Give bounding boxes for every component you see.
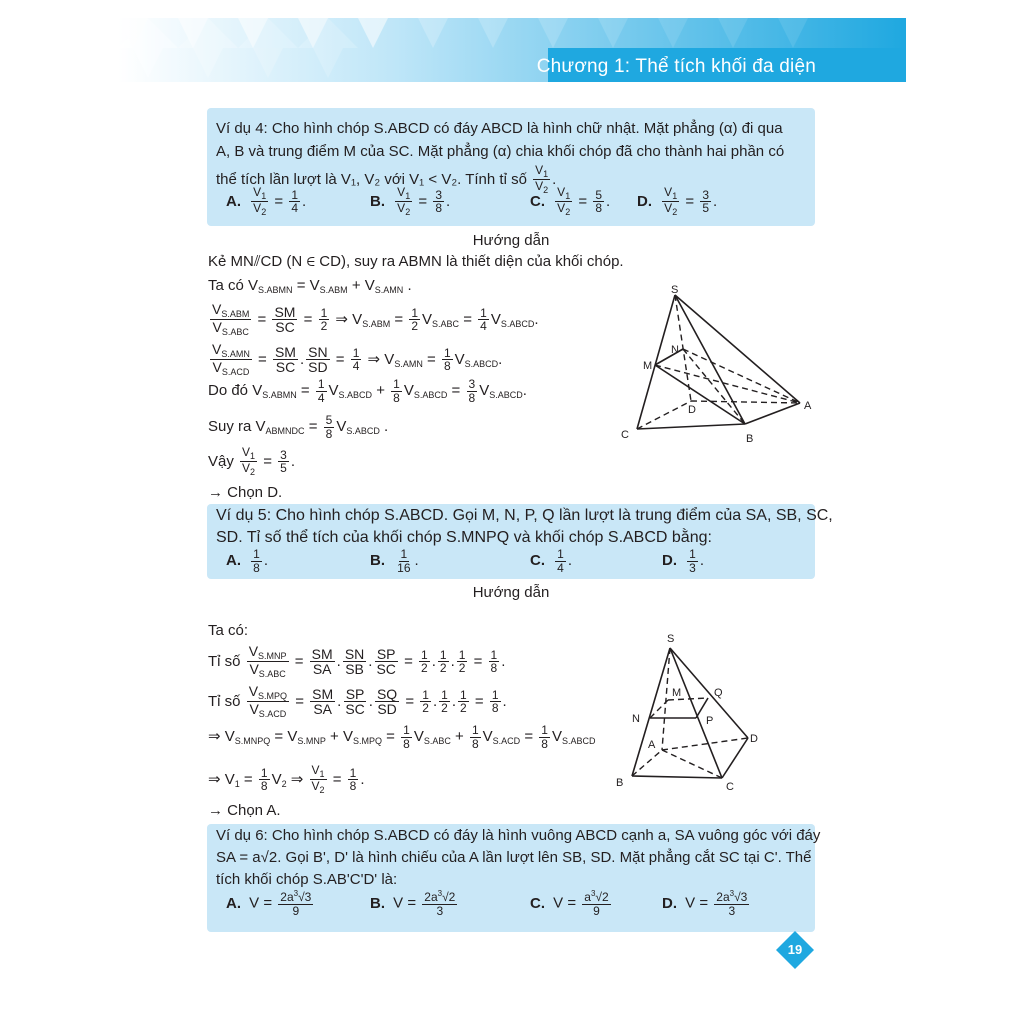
sol5-line-2: Tỉ số $\frac{V_{S.MPQ}}{V_{S.ACD}}$ = $\frac{SM}{SA}$ . $\frac{SP}{SC}$ . $\frac{SQ}{SD}$ = $\frac{1}{2}$ . $\frac{1}{2}$ . $\frac{1}{2}$ = $\frac{1}{8}$ . (208, 683, 507, 720)
label-n: N (671, 344, 679, 356)
ex6-option-b: B. V = $\frac{2a^3√2}{3}$ (370, 889, 456, 918)
option-letter: B. (370, 192, 385, 210)
ex5-option-b: B. $\frac{1}{16}$ . (370, 547, 419, 575)
ex6-line-3: tích khối chóp S.AB'C'D' là: (216, 871, 398, 888)
label-p: P (706, 715, 714, 727)
sol4-line-6: Suy ra $V_{ABMNDC}$ = $\frac{5}{8}$ $V_{S.ABCD}$ . (208, 413, 389, 441)
guide-heading-5: Hướng dẫn (472, 584, 550, 601)
do-do-label: Do đó (208, 382, 249, 400)
ex4-option-d: D. $\frac{V_1}{V_2}$ = $\frac{3}{5}$ . (637, 185, 718, 218)
label-b: B (746, 433, 754, 445)
sol5-choose: → Chọn A. (208, 802, 281, 819)
denominator: 4 (557, 560, 564, 575)
option-letter: C. (530, 192, 545, 210)
sol5-line-3: ⇒ $V_{S.MNPQ} = V_{S.MNP} + V_{S.MPQ}$ = $\frac{1}{8}$ $V_{S.ABC}$ + $\frac{1}{8}$ $V_{S.ACD}$ = $\frac{1}{8}$ $V_{S.ABCD}$ (208, 723, 596, 751)
option-letter: D. (662, 552, 677, 570)
option-letter: A. (226, 894, 241, 912)
sol4-line-1: Kẻ MN⫽CD (N ∈ CD), suy ra ABMN là thiết diện của khối chóp. (208, 253, 624, 270)
ex6-line-1: Ví dụ 6: Cho hình chóp S.ABCD có đáy là hình vuông ABCD cạnh a, SA vuông góc với đáy (216, 827, 821, 844)
label-a: A (648, 739, 656, 751)
option-letter: A. (226, 552, 241, 570)
sol4-line-2: Ta có $V_{S.ABMN} = V_{S.ABM} + V_{S.AMN}$ . (208, 277, 412, 295)
suy-ra-label: Suy ra (208, 418, 252, 436)
ex5-line-2: SD. Tỉ số thể tích của khối chóp S.MNPQ và khối chóp S.ABCD bằng: (216, 529, 712, 546)
guide-heading-4: Hướng dẫn (472, 232, 550, 249)
option-letter: D. (662, 894, 677, 912)
ex5-option-c: C. $\frac{1}{4}$ . (530, 547, 573, 575)
label-s: S (667, 633, 675, 645)
denominator: 5 (702, 201, 709, 216)
ex4-option-b: B. $\frac{V_1}{V_2}$ = $\frac{3}{8}$ . (370, 185, 451, 218)
ex4-option-c: C. $\frac{V_1}{V_2}$ = $\frac{5}{8}$ . (530, 185, 611, 218)
label-c: C (621, 429, 629, 441)
sol4-line-3: $\frac{V_{S.ABM}}{V_{S.ABC}}$ = $\frac{SM}{SC}$ = $\frac{1}{2}$ ⇒ $V_{S.ABM}$ = $\frac{1}{2}$ $V_{S.ABC}$ = $\frac{1}{4}$ $V_{S.ABCD}$. (212, 301, 539, 338)
option-letter: D. (637, 192, 652, 210)
ratio-v1-v2: $\frac{V_1}{V_2}$ (535, 163, 549, 196)
page-number: 19 (787, 942, 803, 957)
label-c: C (726, 781, 734, 793)
label-m: M (672, 687, 682, 699)
ex6-line-2: SA = a√2. Gọi B', D' là hình chiếu của A lần lượt lên SB, SD. Mặt phẳng cắt SC tại C'. Thể (216, 849, 812, 866)
sol5-line-0: Ta có: (208, 622, 249, 639)
numerator: 1 (291, 187, 298, 202)
ex4-line-3: thể tích lần lượt là V₁, V₂ với V₁ < V₂. Tính tỉ số $\frac{V_1}{V_2}$ . (216, 163, 557, 196)
sol5-line-4: ⇒ $V_1$ = $\frac{1}{8}$ $V_2$ ⇒ $\frac{V_1}{V_2}$ = $\frac{1}{8}$ . (208, 763, 365, 796)
label-s: S (671, 284, 679, 296)
label-b: B (616, 777, 624, 789)
denominator: 8 (253, 560, 260, 575)
chapter-title: Chương 1: Thể tích khối đa diện (536, 56, 816, 77)
denominator: 3 (689, 560, 696, 575)
ex4-line-3-text: thể tích lần lượt là V₁, V₂ với V₁ < V₂. Tính tỉ số (216, 170, 527, 188)
page-number-badge (775, 930, 815, 970)
pyramid-figure-2 (610, 630, 770, 795)
ti-so-label: Tỉ số (208, 652, 241, 670)
ex4-option-a: A. $\frac{V_1}{V_2}$ = $\frac{1}{4}$ . (226, 185, 307, 218)
ex6-option-c: C. V = $\frac{a^3√2}{9}$ (530, 889, 609, 918)
denominator: 4 (291, 201, 298, 216)
label-m: M (643, 360, 653, 372)
page-header (118, 18, 906, 82)
option-letter: B. (370, 894, 385, 912)
ex5-option-a: A. $\frac{1}{8}$ . (226, 547, 269, 575)
label-d: D (688, 404, 696, 416)
numerator: 3 (435, 187, 442, 202)
ex5-line-1: Ví dụ 5: Cho hình chóp S.ABCD. Gọi M, N, P, Q lần lượt là trung điểm của SA, SB, SC, (216, 507, 833, 524)
option-letter: B. (370, 552, 385, 570)
ti-so-label: Tỉ số (208, 692, 241, 710)
denominator: 8 (595, 201, 602, 216)
ex6-option-d: D. V = $\frac{2a^3√3}{3}$ (662, 889, 748, 918)
numerator: 3 (702, 187, 709, 202)
sol4-line-7: Vậy $\frac{V_1}{V_2}$ = $\frac{3}{5}$ . (208, 445, 296, 478)
option-letter: C. (530, 552, 545, 570)
denominator: 16 (397, 560, 411, 575)
sol5-line-1: Tỉ số $\frac{V_{S.MNP}}{V_{S.ABC}}$ = $\frac{SM}{SA}$ . $\frac{SN}{SB}$ . $\frac{SP}{SC}$ = $\frac{1}{2}$ . $\frac{1}{2}$ . $\frac{1}{2}$ = $\frac{1}{8}$ . (208, 643, 506, 680)
vay-label: Vậy (208, 452, 234, 470)
denominator: 8 (435, 201, 442, 216)
label-q: Q (714, 687, 723, 699)
ex5-option-d: D. $\frac{1}{3}$ . (662, 547, 705, 575)
ex4-line-1: Ví dụ 4: Cho hình chóp S.ABCD có đáy ABCD là hình chữ nhật. Mặt phẳng (α) đi qua (216, 120, 783, 137)
sol4-line-4: $\frac{V_{S.AMN}}{V_{S.ACD}}$ = $\frac{SM}{SC}$ . $\frac{SN}{SD}$ = $\frac{1}{4}$ ⇒ $V_{S.AMN}$ = $\frac{1}{8}$ $V_{S.ABCD}$. (212, 341, 503, 378)
numerator: 5 (595, 187, 602, 202)
label-a: A (804, 400, 812, 412)
option-letter: A. (226, 192, 241, 210)
pyramid-figure-1 (615, 283, 820, 453)
sol4-line-5: Do đó $V_{S.ABMN}$ = $\frac{1}{4}$ $V_{S.ABCD}$ + $\frac{1}{8}$ $V_{S.ABCD}$ = $\frac{3}{8}$ $V_{S.ABCD}$. (208, 377, 527, 405)
label-d: D (750, 733, 758, 745)
ex4-line-2: A, B và trung điểm M của SC. Mặt phẳng (α) chia khối chóp đã cho thành hai phần có (216, 143, 785, 160)
label-n: N (632, 713, 640, 725)
option-letter: C. (530, 894, 545, 912)
sol4-choose: → Chọn D. (208, 484, 283, 501)
ex6-option-a: A. V = $\frac{2a^3√3}{9}$ (226, 889, 312, 918)
